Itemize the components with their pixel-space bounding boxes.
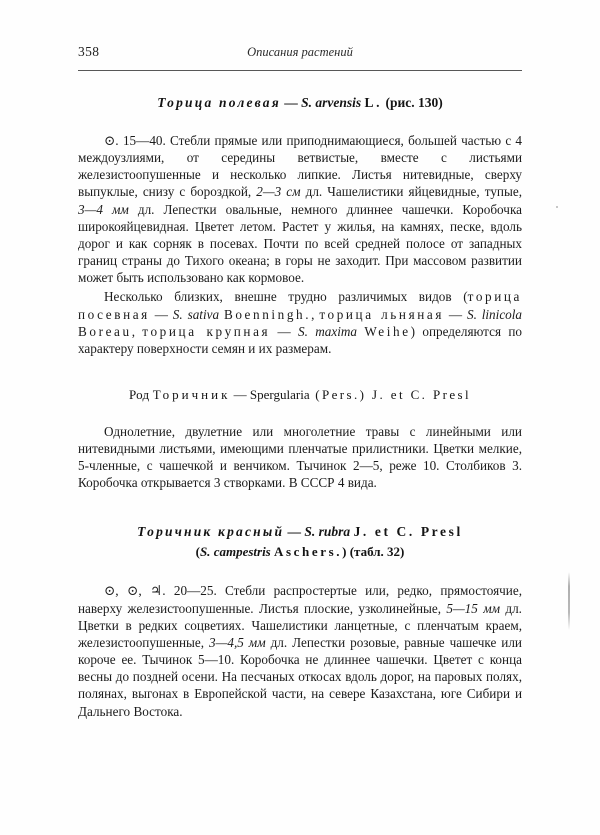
related-species-1-epithet: sativa — [187, 306, 220, 322]
page-content — [78, 44, 522, 720]
scan-artifact-dot — [556, 206, 558, 208]
related-species-separator-1: , — [311, 306, 320, 322]
genus-heading-torichnik — [78, 387, 522, 403]
synonym-epithet: campestris — [213, 544, 271, 560]
related-species-2-genus: S. — [466, 306, 477, 322]
related-species-separator-2: , — [131, 323, 143, 339]
related-species-1-authority: Boenningh. — [223, 306, 312, 322]
related-species-2-authority: Boreau — [78, 323, 132, 339]
height-range: 15—40. — [122, 132, 166, 148]
species2-epithet: rubra — [318, 523, 351, 539]
related-species-2-russian: торица льняная — [319, 306, 445, 322]
species2-description-paragraph — [78, 582, 522, 720]
running-head: Описания растений — [247, 45, 353, 59]
species2-russian-name: Торичник красный — [137, 523, 285, 539]
related-species-1-russian: торица посевная — [78, 289, 522, 322]
sepal-length: 3—4 мм — [78, 201, 129, 217]
species-epithet: arvensis — [315, 95, 362, 110]
related-species-3-genus: S. — [298, 323, 308, 339]
species-description-paragraph — [78, 132, 522, 287]
scan-artifact-streak — [568, 572, 570, 630]
species2-genus-abbrev: S. — [304, 523, 316, 539]
related-species-3-authority: Weihe — [364, 323, 411, 339]
related-species-lead: Несколько близких, внешне трудно различимых видов ( — [104, 289, 468, 305]
leaf-length: 2—3 см — [256, 184, 301, 200]
species-russian-name: Торица полевая — [157, 95, 281, 110]
description-text-b: дл. Чашелистики яйцевидные, тупые, — [300, 184, 522, 200]
related-species-1-genus: S. — [172, 306, 183, 322]
species-genus-abbrev: S. — [301, 95, 313, 110]
related-species-2-dash: — — [444, 306, 467, 322]
related-species-paragraph — [78, 288, 522, 357]
description-text-c: дл. Лепестки овальные, немного длиннее чашечки. Коробочка широкояйцевидная. Цветет летом. Растет у жилья, на камнях, песке, вдоль дорог и как сорняк в посевах. Почти по всей средней полосе от западных границ страны до Тихого океана; в горы не заходит. При массовом развитии может быть использовано как кормовое. — [78, 201, 522, 286]
genus-authority: J. et C. Presl — [372, 386, 471, 402]
description-text-a: Стебли прямые или приподнимающиеся, большей частью с 4 междоузлиями, от середины ветвистые, вместе с листьями железистоопушенные и несколько липкие. Листья нитевидные, сверху выпуклые, снизу с бороздкой, — [78, 132, 523, 200]
species2-synonym-line — [78, 543, 522, 562]
species-authority: L. — [364, 95, 383, 110]
sepal-length-2: 3—4,5 мм — [209, 634, 266, 650]
species2-authority: J. et C. Presl — [353, 523, 463, 539]
genus-authority-basionym: (Pers.) — [309, 386, 373, 402]
genus-dash: — — [230, 386, 250, 402]
synonym-close-paren: ) — [342, 544, 347, 560]
synonym-open-paren: ( — [195, 544, 200, 560]
height-range-2: 20—25. — [165, 583, 217, 599]
genus-scientific-name: Spergularia — [249, 386, 310, 402]
species-figure-ref: (рис. 130) — [385, 95, 443, 110]
genus-description-paragraph: Однолетние, двулетние или многолетние травы с линейными или нитевидными листьями, имеющими пленчатые прилистники. Цветки мелкие, 5-членные, с чашечкой и венчиком. Тычинок 2—5, реже 10. Столбиков 3. Коробочка открывается 3 створками. В СССР 4 вида. — [78, 423, 522, 491]
description2-text-a: Стебли распростертые или, редко, прямостоячие, наверху железистоопушенные. Листья плоские, узколинейные, — [78, 583, 522, 616]
genus-russian-name: Торичник — [152, 386, 231, 402]
related-species-3-epithet: maxima — [315, 323, 357, 339]
related-species-3-russian: торица крупная — [142, 323, 271, 339]
life-form-symbols: ⊙. — [104, 132, 119, 148]
page-number: 358 — [78, 44, 100, 59]
related-species-tail: ) определяются по характеру поверхности семян и их размерам. — [78, 323, 522, 356]
leaf-length-2: 5—15 мм — [446, 600, 501, 616]
species-dash: — — [280, 95, 302, 110]
page-header — [78, 44, 522, 66]
species-heading-torica-polevaya — [78, 93, 522, 113]
header-rule — [78, 70, 522, 71]
related-species-1-dash: — — [149, 306, 173, 322]
description2-text-c: дл. Лепестки розовые, равные чашечке или короче ее. Тычинок 5—10. Коробочка не длиннее чашечки. Цветет с конца весны до поздней осени. На песчаных откосах вдоль дорог, на паровых полях, полянах, выгонах в Европейской части, на севере Казахстана, юге Сибири и Дальнего Востока. — [78, 634, 522, 719]
related-species-2-epithet: linicola — [481, 306, 523, 322]
related-species-3-dash: — — [270, 323, 299, 339]
species2-dash: — — [284, 523, 305, 539]
synonym-genus-abbrev: S. — [199, 544, 211, 560]
species-heading-torichnik-krasny — [78, 522, 522, 562]
synonym-authority: Aschers. — [274, 544, 343, 560]
genus-label: Род — [129, 386, 153, 402]
life-form-symbols-2: ⊙, ⊙, ♃. — [104, 583, 166, 599]
species2-plate-ref: (табл. 32) — [349, 544, 405, 560]
description2-text-b: дл. Цветки в редких соцветиях. Чашелистики ланцетные, с пленчатым краем, железистоопушенные, — [78, 600, 522, 650]
